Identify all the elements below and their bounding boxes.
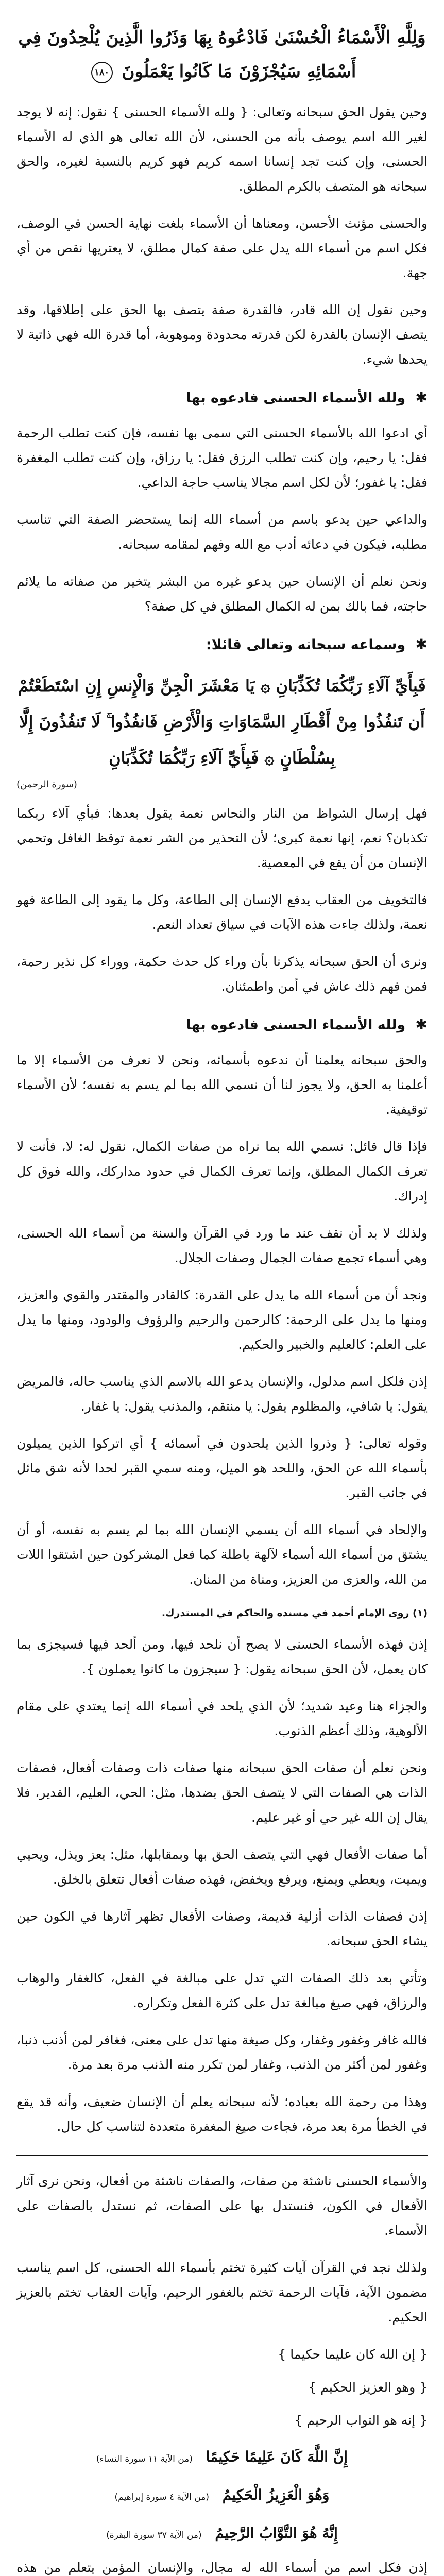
star-bullet-icon: ✱	[415, 636, 428, 653]
inline-verse-text: إِنَّهُ هُوَ التَّوَّابُ الرَّحِيمُ	[215, 2524, 338, 2541]
footnote: (١) روى الإمام أحمد في مسنده والحاكم في المستدرك.	[161, 1607, 428, 1619]
inline-verse-text: إِنَّ اللَّهَ كَانَ عَلِيمًا حَكِيمًا	[206, 2448, 348, 2465]
paragraph: فالله غافر وغفور وغفار، وكل صيغة منها تدل على معنى، فغافر لمن أذنب ذنبا، وغفور لمن أكثر من الذنب، وغفار لمن تكرر منه الذنب مرة بعد مرة.	[16, 2032, 428, 2072]
section-heading	[16, 631, 428, 658]
paragraph: وهذا من رحمة الله بعباده؛ لأنه سبحانه يعلم أن الإنسان ضعيف، وأنه قد يقع في الخطأ مرة بعد مرة، فجاءت صيغ المغفرة متعددة لتناسب كل حال.	[16, 2094, 428, 2134]
inline-quran-verse	[16, 2517, 428, 2551]
document-content	[16, 15, 428, 2576]
list-item: { إن الله كان عليما حكيما }	[278, 2347, 428, 2362]
heading-text: ولله الأسماء الحسنى فادعوه بها	[186, 390, 406, 406]
paragraph: والحسنى مؤنث الأحسن، ومعناها أن الأسماء بلغت نهاية الحسن في الوصف، فكل اسم من أسماء الله يدل على صفة كمال مطلق، لا يعتريها نقص من أي جهة.	[16, 216, 428, 280]
paragraph: والجزاء هنا وعيد شديد؛ لأن الذي يلحد في أسماء الله إنما يعتدي على مقام الألوهية، وذلك أعظم الذنوب.	[16, 1699, 428, 1738]
star-bullet-icon: ✱	[415, 389, 428, 406]
paragraph: إذن فكل اسم من أسماء الله له مجال، والإنسان المؤمن يتعلم من هذه	[16, 2560, 428, 2575]
ayah-number-marker: ١٨٠	[91, 62, 113, 83]
paragraph: وقوله تعالى: { وذروا الذين يلحدون في أسمائه } أي اتركوا الذين يميلون بأسماء الله عن الحق، واللحد هو الميل، ومنه سمي القبر لحدا لأنه شق مائل في جانب القبر.	[16, 1436, 428, 1500]
paragraph: إذن فصفات الذات أزلية قديمة، وصفات الأفعال تظهر آثارها في الكون حين يشاء الحق سبحانه.	[16, 1909, 428, 1948]
paragraph: ولذلك لا بد أن نقف عند ما ورد في القرآن والسنة من أسماء الله الحسنى، وهي أسماء تجمع صفات الجمال وصفات الجلال.	[16, 1226, 428, 1265]
paragraph: وحين نقول إن الله قادر، فالقدرة صفة يتصف بها الحق على إطلاقها، وقد يتصف الإنسان بالقدرة لكن قدرته محدودة وموهوبة، أما قدرة الله فهي ذاتية لا يحدها شيء.	[16, 302, 428, 367]
paragraph: والحق سبحانه يعلمنا أن ندعوه بأسمائه، ونحن لا نعرف من الأسماء إلا ما أعلمنا به الحق، ولا يجوز لنا أن نسمي الله بما لم يسم به نفسه؛ لأن الأسماء توقيفية.	[16, 1053, 428, 1117]
paragraph: والداعي حين يدعو باسم من أسماء الله إنما يستحضر الصفة التي تناسب مطلبه، فيكون في دعائه أدب مع الله وفهم لمقامه سبحانه.	[16, 512, 428, 552]
paragraph: ونرى أن الحق سبحانه يذكرنا بأن وراء كل حدث حكمة، ووراء كل نذير رحمة، فمن فهم ذلك عاش في أمن واطمئنان.	[16, 954, 428, 994]
paragraph: أي ادعوا الله بالأسماء الحسنى التي سمى بها نفسه، فإن كنت تطلب الرحمة فقل: يا رحيم، وإن كنت تطلب الرزق فقل: يا رزاق، وإن كنت تطلب المغفرة فقل: يا غفور؛ لأن لكل اسم مجالا يناسب حاجة الداعي.	[16, 426, 428, 490]
top-quran-verse	[16, 21, 428, 89]
list-item: { إنه هو التواب الرحيم }	[294, 2413, 428, 2428]
list-item: { وهو العزيز الحكيم }	[308, 2380, 428, 2395]
inline-verse-reference: (من الآية ٤ سورة إبراهيم)	[114, 2492, 209, 2502]
section-heading	[16, 1011, 428, 1039]
inline-verse-reference: (من الآية ٣٧ سورة البقرة)	[106, 2530, 202, 2540]
inline-verse-text: وَهُوَ الْعَزِيزُ الْحَكِيمُ	[222, 2486, 330, 2503]
inline-quran-verse	[16, 2479, 428, 2513]
paragraph: ونحن نعلم أن صفات الحق سبحانه منها صفات ذات وصفات أفعال، فصفات الذات هي الصفات التي لا يتصف الحق بضدها، مثل: الحي، العليم، القدير، فلا يقال إن الله غير حي أو غير عليم.	[16, 1760, 428, 1825]
paragraph: فالتخويف من العقاب يدفع الإنسان إلى الطاعة، وكل ما يقود إلى الطاعة فهو نعمة، ولذلك جاءت هذه الآيات في سياق تعداد النعم.	[16, 892, 428, 932]
paragraph: ونحن نعلم أن الإنسان حين يدعو غيره من البشر يتخير من صفاته ما يلائم حاجته، فما بالك بمن له الكمال المطلق في كل صفة؟	[16, 574, 428, 614]
inline-verse-reference: (من الآية ١١ سورة النساء)	[96, 2454, 193, 2464]
paragraph: فهل إرسال الشواظ من النار والنحاس نعمة يقول بعدها: فبأي آلاء ربكما تكذبان؟ نعم، إنها نعمة كبرى؛ لأن التحذير من الشر نعمة توقظ الغافل وتحمي الإنسان من أن يقع في المعصية.	[16, 806, 428, 870]
quran-verse-block: فَبِأَيِّ آلَاءِ رَبِّكُمَا تُكَذِّبَانِ ۞ يَا مَعْشَرَ الْجِنِّ وَالْإِنسِ إِنِ اسْتَطَعْتُمْ أَن تَنفُذُوا مِنْ أَقْطَارِ السَّمَاوَاتِ وَالْأَرْضِ فَانفُذُوا ۚ لَا تَنفُذُونَ إِلَّا بِسُلْطَانٍ ۞ فَبِأَيِّ آلَاءِ رَبِّكُمَا تُكَذِّبَانِ	[18, 676, 426, 768]
paragraph: وتأتي بعد ذلك الصفات التي تدل على مبالغة في الفعل، كالغفار والوهاب والرزاق، فهي صيغ مبالغة تدل على كثرة الفعل وتكراره.	[16, 1971, 428, 2010]
top-verse-text: وَلِلَّهِ الْأَسْمَاءُ الْحُسْنَىٰ فَادْعُوهُ بِهَا وَذَرُوا الَّذِينَ يُلْحِدُونَ فِي أَسْمَائِهِ سَيُجْزَوْنَ مَا كَانُوا يَعْمَلُونَ	[18, 27, 426, 82]
verse-reference: (سورة الرحمن)	[16, 779, 77, 790]
star-bullet-icon: ✱	[415, 1016, 428, 1033]
heading-text: وسماعه سبحانه وتعالى قائلا:	[206, 637, 406, 653]
paragraph: إذن فهذه الأسماء الحسنى لا يصح أن نلحد فيها، ومن ألحد فيها فسيجزى بما كان يعمل، لأن الحق سبحانه يقول: { سيجزون ما كانوا يعملون }.	[16, 1637, 428, 1676]
paragraph: إذن فلكل اسم مدلول، والإنسان يدعو الله بالاسم الذي يناسب حاله، فالمريض يقول: يا شافي، والمظلوم يقول: يا منتقم، والمذنب يقول: يا غفار.	[16, 1374, 428, 1414]
paragraph: فإذا قال قائل: نسمي الله بما نراه من صفات الكمال، نقول له: لا، فأنت لا تعرف الكمال المطلق، وإنما تعرف الكمال في حدود مداركك، والله فوق كل إدراك.	[16, 1139, 428, 1204]
paragraph: وحين يقول الحق سبحانه وتعالى: { ولله الأسماء الحسنى } نقول: إنه لا يوجد لغير الله اسم يوصف بأنه من الحسنى، لأن الله تعالى هو الذي له الأسماء الحسنى، وإن كنت تجد إنسانا اسمه كريم فهو كريم بالنسبة لغيره، والحق سبحانه هو المتصف بالكرم المطلق.	[16, 105, 428, 194]
paragraph: والأسماء الحسنى ناشئة من صفات، والصفات ناشئة من أفعال، ونحن نرى آثار الأفعال في الكون، فنستدل بها على الصفات، ثم نستدل بالصفات على الأسماء.	[16, 2174, 428, 2238]
heading-text: ولله الأسماء الحسنى فادعوه بها	[186, 1017, 406, 1033]
inline-quran-verse	[16, 2441, 428, 2475]
section-divider	[16, 2155, 428, 2156]
paragraph: أما صفات الأفعال فهي التي يتصف الحق بها وبمقابلها، مثل: يعز ويذل، ويحيي ويميت، ويعطي ويمنع، ويرفع ويخفض، فهذه صفات أفعال تتعلق بالخلق.	[16, 1847, 428, 1887]
paragraph: ونجد أن من أسماء الله ما يدل على القدرة: كالقادر والمقتدر والقوي والعزيز، ومنها ما يدل على الرحمة: كالرحمن والرحيم والرؤوف والودود، ومنها ما يدل على العلم: كالعليم والخبير والحكيم.	[16, 1287, 428, 1352]
section-heading	[16, 384, 428, 412]
paragraph: ولذلك نجد في القرآن آيات كثيرة تختم بأسماء الله الحسنى، كل اسم يناسب مضمون الآية، فآيات الرحمة تختم بالغفور الرحيم، وآيات العقاب تختم بالعزيز الحكيم.	[16, 2260, 428, 2325]
paragraph: والإلحاد في أسماء الله أن يسمي الإنسان الله بما لم يسم به نفسه، أو أن يشتق من أسماء الله أسماء لآلهة باطلة كما فعل المشركون حين اشتقوا اللات من الله، والعزى من العزيز، ومناة من المنان.	[16, 1522, 428, 1587]
